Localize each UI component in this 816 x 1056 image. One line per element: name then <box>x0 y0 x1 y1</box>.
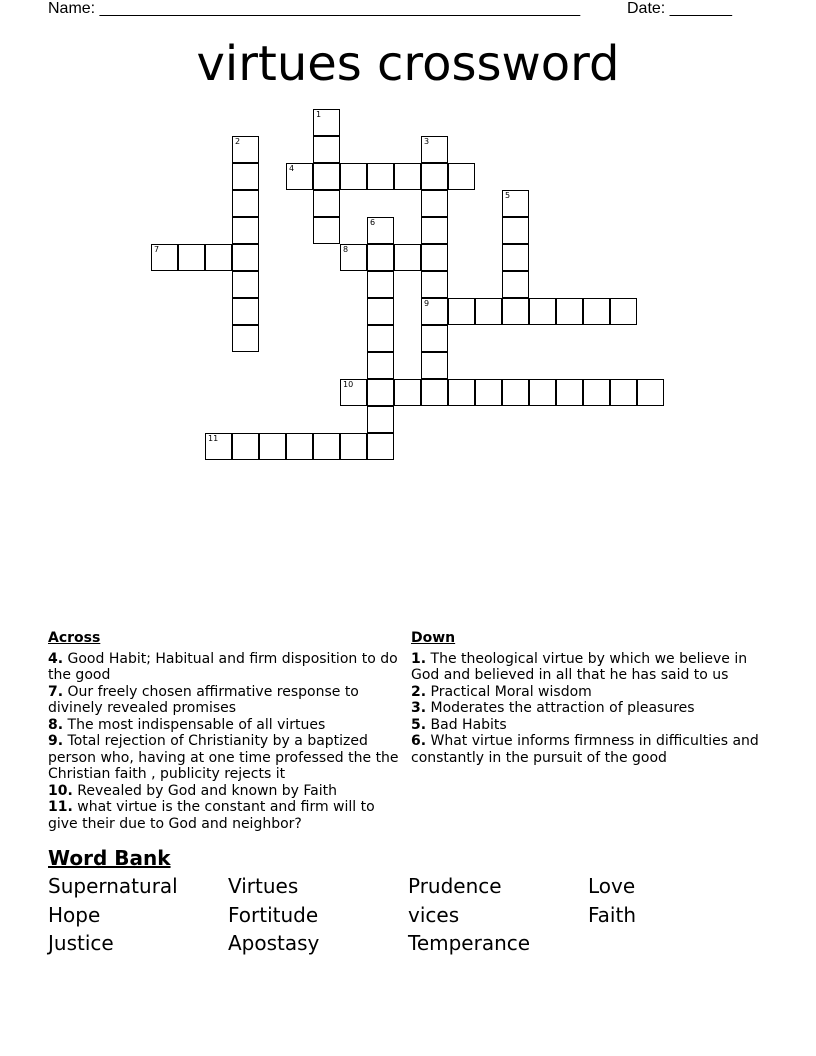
grid-cell[interactable] <box>394 244 421 271</box>
grid-cell[interactable] <box>448 163 475 190</box>
grid-cell[interactable] <box>448 379 475 406</box>
name-field-label: Name: ______________________________________________________ <box>48 0 581 17</box>
grid-cell[interactable] <box>610 379 637 406</box>
grid-cell[interactable] <box>367 433 394 460</box>
word-bank-item: Justice <box>48 931 114 955</box>
clue-number: 5. <box>411 716 427 733</box>
grid-cell[interactable] <box>421 217 448 244</box>
grid-cell[interactable] <box>286 163 313 190</box>
clue-text: What virtue informs firmness in difficulties and constantly in the pursuit of the good <box>411 733 759 766</box>
down-clue <box>411 733 766 766</box>
across-heading: Across <box>48 630 101 646</box>
grid-cell[interactable] <box>529 379 556 406</box>
grid-cell[interactable] <box>583 379 610 406</box>
grid-cell[interactable] <box>610 298 637 325</box>
cell-number: 9 <box>424 299 430 308</box>
grid-cell[interactable] <box>502 271 529 298</box>
grid-cell[interactable] <box>502 190 529 217</box>
word-bank-item: Prudence <box>408 874 502 898</box>
across-clue <box>48 717 403 734</box>
cell-number: 3 <box>424 137 430 146</box>
word-bank-item: Fortitude <box>228 902 319 927</box>
grid-cell[interactable] <box>232 136 259 163</box>
grid-cell[interactable] <box>421 190 448 217</box>
word-bank-item: Supernatural <box>48 874 178 898</box>
grid-cell[interactable] <box>421 136 448 163</box>
clue-text: Moderates the attraction of pleasures <box>430 700 695 716</box>
grid-cell[interactable] <box>313 190 340 217</box>
grid-cell[interactable] <box>529 298 556 325</box>
grid-cell[interactable] <box>367 352 394 379</box>
grid-cell[interactable] <box>421 352 448 379</box>
grid-cell[interactable] <box>205 433 232 460</box>
clue-text: Good Habit; Habitual and firm disposition to do the good <box>48 650 398 683</box>
clue-text: Total rejection of Christianity by a baptized person who, having at one time professed the the Christian faith , publicity rejects it <box>48 733 399 782</box>
grid-cell[interactable] <box>232 163 259 190</box>
clue-number: 1. <box>411 650 427 667</box>
across-clue <box>48 783 403 800</box>
grid-cell[interactable] <box>448 298 475 325</box>
grid-cell[interactable] <box>367 406 394 433</box>
grid-cell[interactable] <box>205 244 232 271</box>
across-clue <box>48 733 403 783</box>
clue-number: 6. <box>411 733 427 749</box>
cell-number: 10 <box>343 380 354 389</box>
grid-cell[interactable] <box>232 298 259 325</box>
grid-cell[interactable] <box>502 379 529 406</box>
grid-cell[interactable] <box>340 244 367 271</box>
clue-text: Our freely chosen affirmative response to divinely revealed promises <box>48 683 359 716</box>
grid-cell[interactable] <box>340 163 367 190</box>
down-clues <box>411 630 766 766</box>
clue-text: Practical Moral wisdom <box>430 683 592 700</box>
word-bank-list <box>48 874 768 957</box>
word-bank-item: vices <box>408 902 460 927</box>
cell-number: 5 <box>505 191 511 200</box>
clue-number: 4. <box>48 650 64 667</box>
grid-cell[interactable] <box>367 271 394 298</box>
clue-text: what virtue is the constant and firm will to give their due to God and neighbor? <box>48 799 375 832</box>
clue-text: Revealed by God and known by Faith <box>77 782 337 799</box>
clue-number: 8. <box>48 716 64 733</box>
word-bank-item: Faith <box>588 902 636 927</box>
down-clue <box>411 717 766 734</box>
grid-cell[interactable] <box>367 163 394 190</box>
grid-cell[interactable] <box>502 298 529 325</box>
grid-cell[interactable] <box>421 163 448 190</box>
grid-cell[interactable] <box>232 190 259 217</box>
clue-text: Bad Habits <box>430 716 507 733</box>
word-bank-item: Temperance <box>408 931 531 955</box>
clue-number: 11. <box>48 799 73 815</box>
word-bank-item: Virtues <box>228 874 299 898</box>
word-bank-title: Word Bank <box>48 846 171 870</box>
grid-cell[interactable] <box>232 217 259 244</box>
across-clues <box>48 630 403 832</box>
crossword-grid <box>0 0 816 470</box>
grid-cell[interactable] <box>286 433 313 460</box>
grid-cell[interactable] <box>340 379 367 406</box>
grid-cell[interactable] <box>367 217 394 244</box>
page-title: virtues crossword <box>196 36 620 92</box>
clue-number: 2. <box>411 683 427 700</box>
cell-number: 8 <box>343 245 349 254</box>
clue-number: 7. <box>48 683 64 700</box>
grid-cell[interactable] <box>502 217 529 244</box>
grid-cell[interactable] <box>178 244 205 271</box>
grid-cell[interactable] <box>637 379 664 406</box>
grid-cell[interactable] <box>232 244 259 271</box>
grid-cell[interactable] <box>340 433 367 460</box>
grid-cell[interactable] <box>367 325 394 352</box>
grid-cell[interactable] <box>556 298 583 325</box>
cell-number: 4 <box>289 164 295 173</box>
grid-cell[interactable] <box>394 379 421 406</box>
grid-cell[interactable] <box>421 244 448 271</box>
date-field-label: Date: _______ <box>627 0 732 17</box>
clue-number: 3. <box>411 700 427 716</box>
grid-cell[interactable] <box>367 379 394 406</box>
down-heading: Down <box>411 630 456 646</box>
grid-cell[interactable] <box>583 298 610 325</box>
word-bank-item: Apostasy <box>228 931 320 955</box>
grid-cell[interactable] <box>313 217 340 244</box>
grid-cell[interactable] <box>259 433 286 460</box>
clue-number: 10. <box>48 782 73 799</box>
down-clue <box>411 684 766 701</box>
cell-number: 6 <box>370 218 376 227</box>
clue-text: The most indispensable of all virtues <box>67 716 326 733</box>
grid-cell[interactable] <box>367 244 394 271</box>
grid-cell[interactable] <box>367 298 394 325</box>
grid-cell[interactable] <box>421 271 448 298</box>
grid-cell[interactable] <box>313 136 340 163</box>
cell-number: 11 <box>208 434 219 443</box>
down-clue <box>411 700 766 717</box>
across-clue <box>48 684 403 717</box>
grid-cell[interactable] <box>421 325 448 352</box>
across-clue <box>48 799 403 832</box>
grid-cell[interactable] <box>313 109 340 136</box>
grid-cell[interactable] <box>475 379 502 406</box>
word-bank-item: Hope <box>48 902 101 927</box>
word-bank-item: Love <box>588 874 636 898</box>
clue-number: 9. <box>48 733 64 749</box>
grid-cell[interactable] <box>232 325 259 352</box>
grid-cell[interactable] <box>394 163 421 190</box>
grid-cell[interactable] <box>421 298 448 325</box>
down-clue <box>411 651 766 684</box>
word-bank <box>48 846 768 957</box>
grid-cell[interactable] <box>421 379 448 406</box>
grid-cell[interactable] <box>556 379 583 406</box>
grid-cell[interactable] <box>502 244 529 271</box>
grid-cell[interactable] <box>151 244 178 271</box>
grid-cell[interactable] <box>313 433 340 460</box>
grid-cell[interactable] <box>475 298 502 325</box>
clue-text: The theological virtue by which we believe in God and believed in all that he has said to us <box>411 650 748 683</box>
grid-cell[interactable] <box>232 433 259 460</box>
across-clue <box>48 651 403 684</box>
grid-cell[interactable] <box>232 271 259 298</box>
cell-number: 1 <box>316 110 322 119</box>
cell-number: 7 <box>154 245 160 254</box>
cell-number: 2 <box>235 137 241 146</box>
grid-cell[interactable] <box>313 163 340 190</box>
